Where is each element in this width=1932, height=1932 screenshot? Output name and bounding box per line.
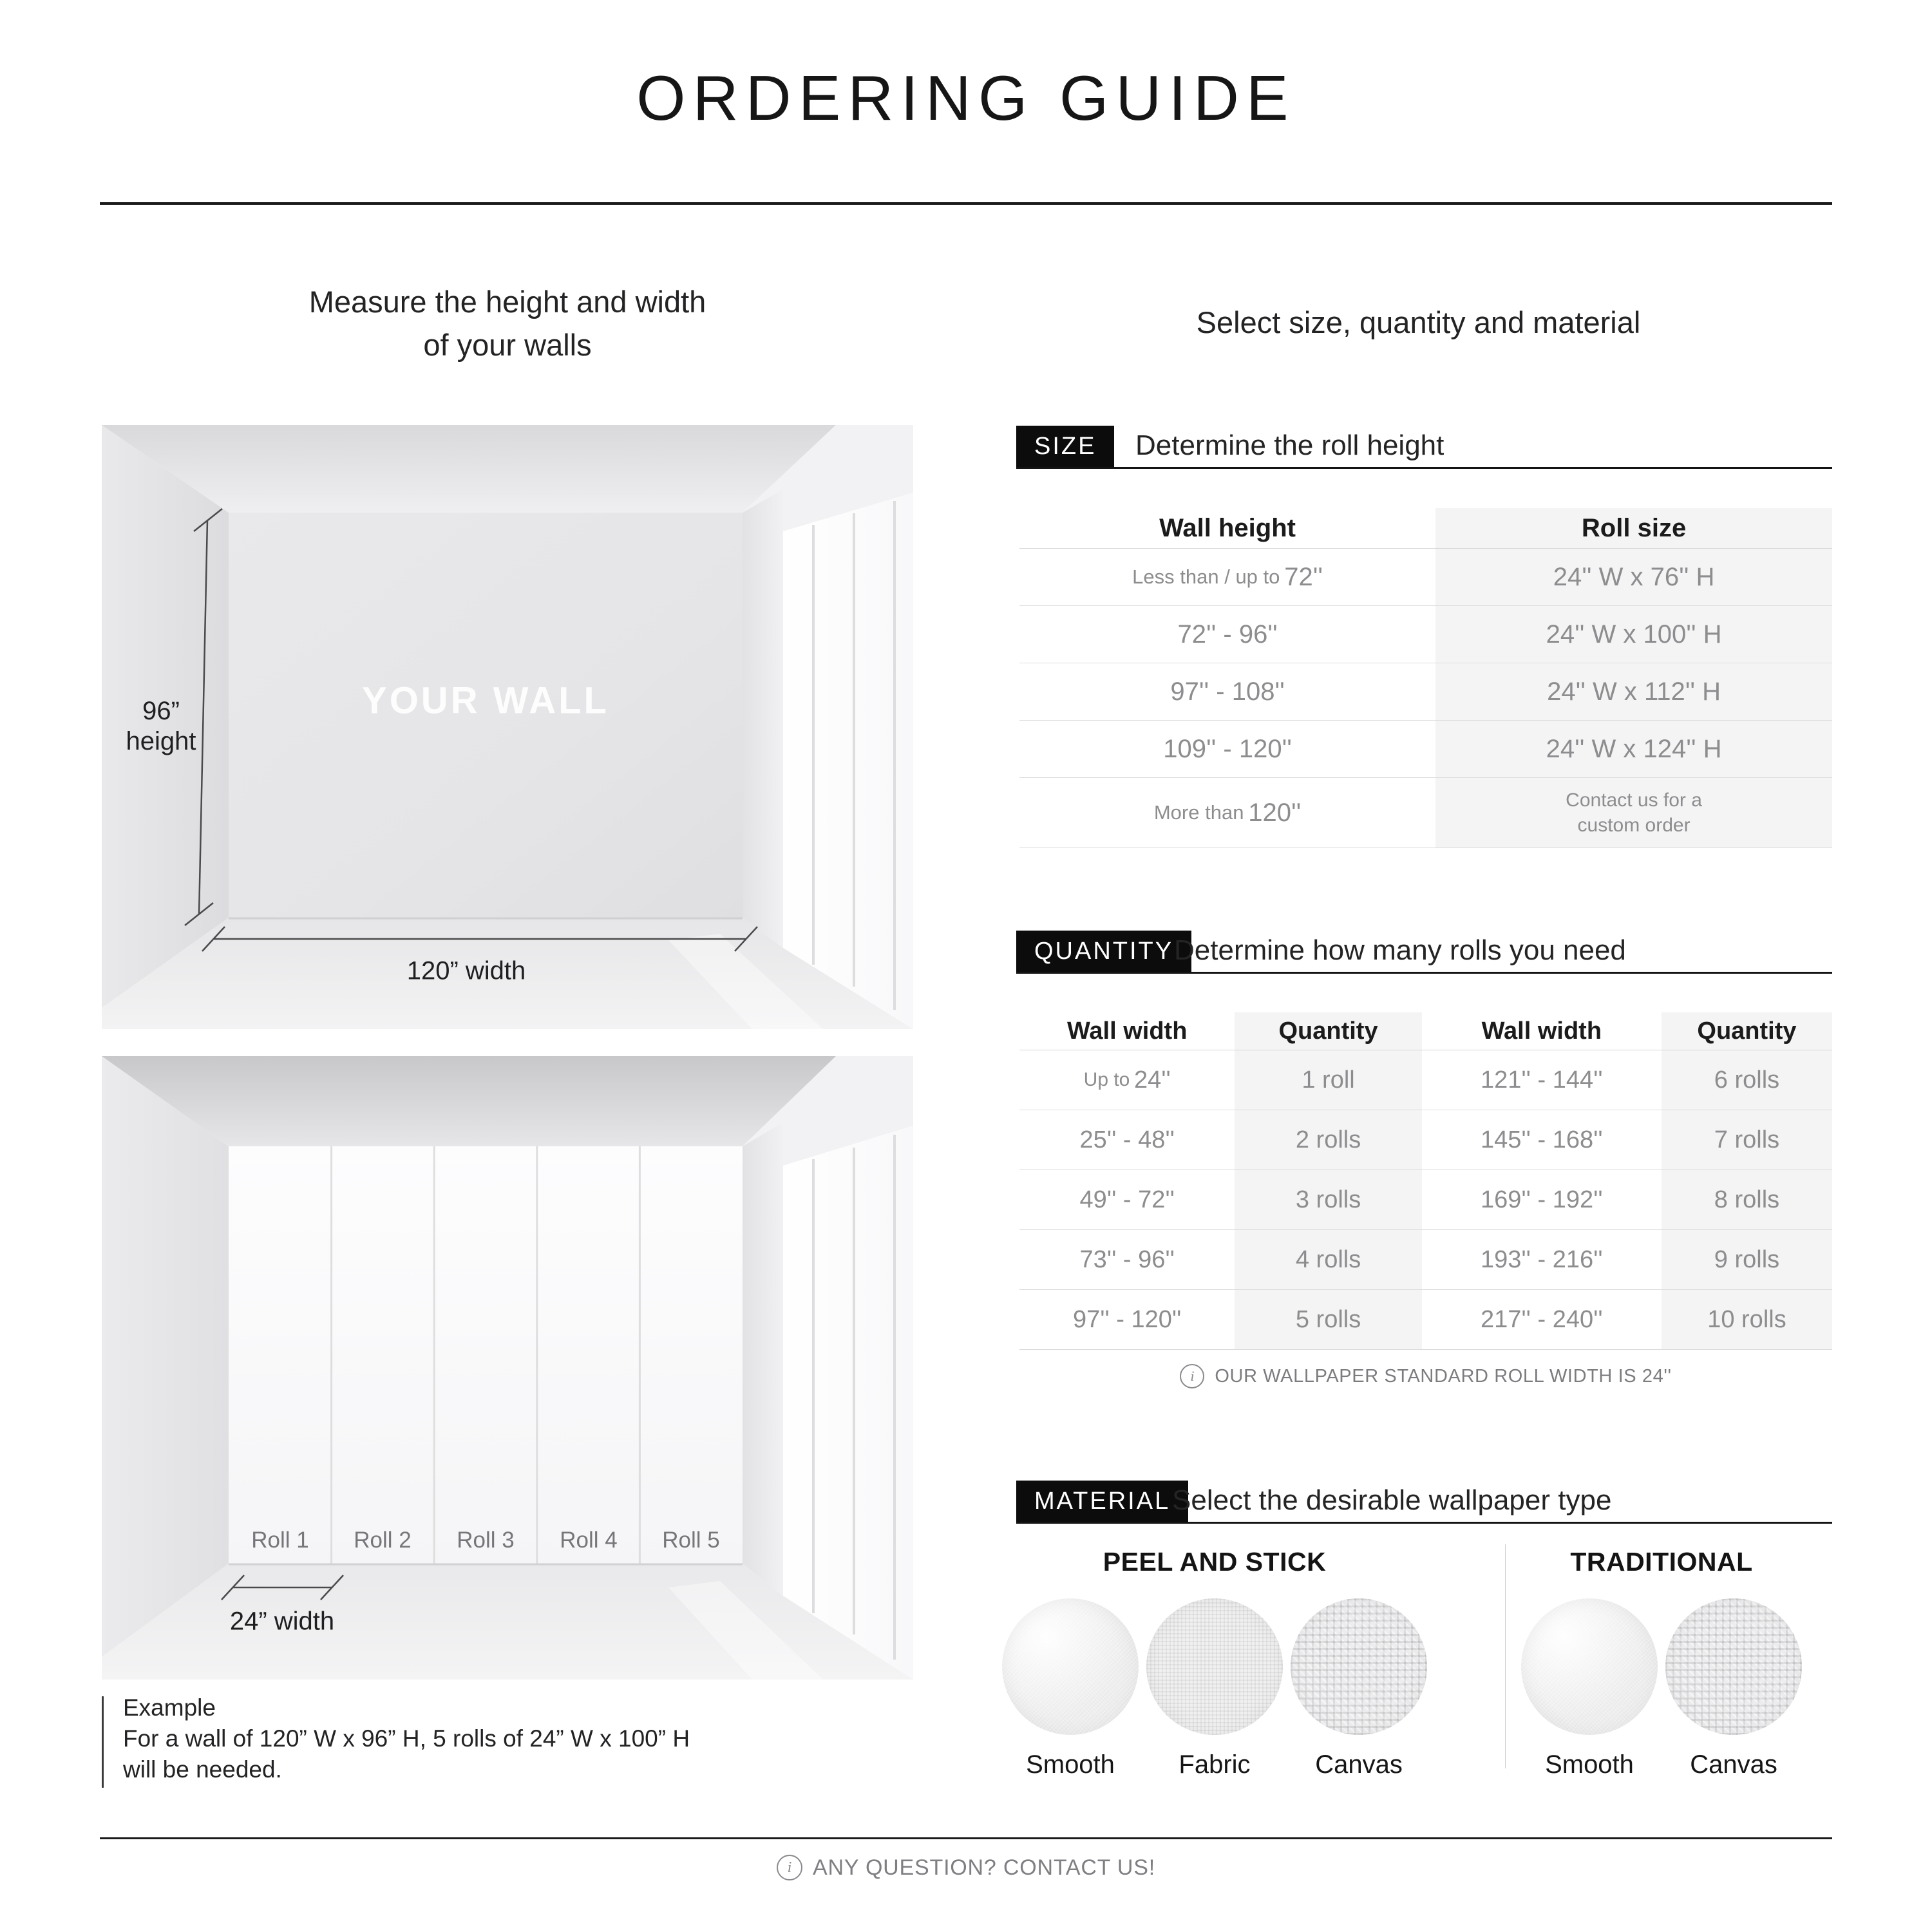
- material-section-header: [1016, 1479, 1832, 1524]
- room2-scene: [102, 1056, 913, 1680]
- roll-size-value: 24'' W x 124'' H: [1546, 734, 1722, 763]
- quantity-value: 1 roll: [1302, 1066, 1355, 1094]
- quantity-value: 5 rolls: [1295, 1305, 1361, 1333]
- size-table-row: [1019, 778, 1832, 848]
- quantity-value: 7 rolls: [1714, 1126, 1780, 1153]
- room-illustration-rolls: [102, 1056, 913, 1680]
- left-heading-line1: Measure the height and width: [308, 285, 706, 319]
- page-title: ORDERING GUIDE: [636, 62, 1296, 133]
- example-title: Example: [123, 1694, 216, 1721]
- wall-width-value: 193'' - 216'': [1481, 1245, 1603, 1273]
- quantity-table-row: [1019, 1290, 1832, 1350]
- wall-width-value: 97'' - 120'': [1072, 1305, 1182, 1333]
- wall-width-value: 169'' - 192'': [1481, 1186, 1603, 1213]
- right-column-heading: Select size, quantity and material: [1196, 305, 1641, 339]
- swatch-label: Smooth: [1545, 1750, 1634, 1779]
- wall-width-value: 217'' - 240'': [1481, 1305, 1603, 1333]
- roll-size-value: 24'' W x 76'' H: [1553, 562, 1715, 591]
- roll-width-note-text: OUR WALLPAPER STANDARD ROLL WIDTH IS 24'': [1215, 1365, 1672, 1387]
- quantity-value: 2 rolls: [1295, 1126, 1361, 1153]
- traditional-swatches: [1521, 1598, 1802, 1779]
- roll-size-value: 24'' W x 112'' H: [1547, 677, 1721, 706]
- smooth-texture-swatch: [1521, 1598, 1658, 1735]
- wall-height-prefix: Less than / up to: [1132, 565, 1280, 588]
- col-wall-width-1: Wall width: [1066, 1017, 1188, 1045]
- fabric-texture-swatch: [1146, 1598, 1283, 1735]
- left-heading-line2: of your walls: [423, 327, 592, 362]
- wall-width-prefix: Up to: [1083, 1069, 1130, 1090]
- quantity-table: [1019, 1012, 1832, 1350]
- traditional-title: TRADITIONAL: [1570, 1547, 1753, 1577]
- canvas-texture-swatch: [1291, 1598, 1427, 1735]
- roll-4-label: Roll 4: [560, 1528, 618, 1553]
- example-line2: will be needed.: [123, 1756, 282, 1783]
- roll-1-label: Roll 1: [251, 1528, 309, 1553]
- quantity-value: 8 rolls: [1714, 1186, 1780, 1213]
- quantity-subtitle: Determine how many rolls you need: [1174, 934, 1626, 966]
- roll-5-label: Roll 5: [662, 1528, 720, 1553]
- wallpaper-panels: [229, 1146, 743, 1564]
- size-subtitle: Determine the roll height: [1135, 430, 1444, 461]
- example-accent-bar: [102, 1696, 104, 1788]
- quantity-table-row: [1019, 1110, 1832, 1170]
- wall-width-value: 25'' - 48'': [1079, 1126, 1175, 1153]
- col-roll-size: Roll size: [1435, 508, 1832, 548]
- width-dimension-label: 120” width: [406, 956, 526, 985]
- swatch-label: Canvas: [1690, 1750, 1777, 1779]
- quantity-section-header: [1016, 929, 1832, 974]
- quantity-value: 3 rolls: [1295, 1186, 1361, 1213]
- roll-size-value: Contact us for a custom order: [1566, 790, 1702, 836]
- col-wall-height: Wall height: [1159, 513, 1296, 542]
- ceiling: [102, 1056, 836, 1146]
- swatch-smooth: [1521, 1598, 1658, 1779]
- wall-width-value: 145'' - 168'': [1481, 1126, 1603, 1153]
- left-wall: [102, 1056, 229, 1657]
- room1-scene: [102, 425, 913, 1029]
- material-divider: [1505, 1544, 1506, 1768]
- size-badge: SIZE: [1016, 426, 1114, 467]
- quantity-badge: QUANTITY: [1016, 931, 1191, 972]
- info-icon: [1180, 1364, 1204, 1388]
- swatch-label: Smooth: [1026, 1750, 1115, 1779]
- swatch-label: Canvas: [1315, 1750, 1403, 1779]
- swatch-fabric: [1146, 1598, 1283, 1779]
- footer-contact-text: ANY QUESTION? CONTACT US!: [813, 1855, 1155, 1880]
- quantity-value: 10 rolls: [1707, 1305, 1786, 1333]
- quantity-value: 9 rolls: [1714, 1245, 1780, 1273]
- swatch-canvas: [1291, 1598, 1427, 1779]
- roll-width-note: [1019, 1364, 1832, 1388]
- roll-width-dimension-label: 24” width: [229, 1607, 335, 1636]
- wall-height-value: 120'': [1248, 798, 1302, 827]
- height-word: height: [126, 727, 196, 755]
- quantity-table-row: [1019, 1230, 1832, 1290]
- title-divider: [100, 202, 1832, 205]
- wall-height-prefix: More than: [1153, 801, 1244, 824]
- right-wall: [743, 1122, 783, 1596]
- wall-width-value: 24'': [1133, 1066, 1171, 1094]
- info-icon: [777, 1855, 802, 1880]
- material-subtitle: Select the desirable wallpaper type: [1172, 1484, 1612, 1516]
- footer-divider: [100, 1837, 1832, 1839]
- size-table: [1019, 508, 1832, 848]
- quantity-table-row: [1019, 1050, 1832, 1110]
- wall-width-value: 49'' - 72'': [1079, 1186, 1175, 1213]
- footer: [0, 1855, 1932, 1880]
- wall-height-value: 72'': [1284, 562, 1323, 591]
- peel-and-stick-title: PEEL AND STICK: [1103, 1547, 1327, 1577]
- size-table-header: [1019, 508, 1832, 549]
- smooth-texture-swatch: [1002, 1598, 1139, 1735]
- height-dimension-label: [126, 696, 196, 757]
- wall-height-value: 97'' - 108'': [1170, 677, 1285, 706]
- example-block: [102, 1692, 914, 1788]
- material-badge: MATERIAL: [1016, 1481, 1188, 1522]
- canvas-texture-swatch: [1665, 1598, 1802, 1735]
- col-quantity-2: Quantity: [1662, 1012, 1832, 1050]
- wall-height-value: 109'' - 120'': [1163, 734, 1292, 763]
- quantity-table-row: [1019, 1170, 1832, 1230]
- right-wall: [743, 489, 783, 948]
- quantity-table-header: [1019, 1012, 1832, 1050]
- quantity-value: 6 rolls: [1714, 1066, 1780, 1094]
- your-wall-label: YOUR WALL: [362, 679, 609, 722]
- roll-size-value: 24'' W x 100'' H: [1546, 620, 1722, 649]
- swatch-label: Fabric: [1179, 1750, 1251, 1779]
- peel-and-stick-swatches: [1002, 1598, 1427, 1779]
- size-table-row: [1019, 549, 1832, 606]
- swatch-smooth: [1002, 1598, 1139, 1779]
- roll-2-label: Roll 2: [354, 1528, 412, 1553]
- size-table-row: [1019, 606, 1832, 663]
- size-table-row: [1019, 663, 1832, 721]
- col-wall-width-2: Wall width: [1481, 1017, 1602, 1045]
- wall-width-value: 121'' - 144'': [1481, 1066, 1603, 1094]
- quantity-value: 4 rolls: [1295, 1245, 1361, 1273]
- height-value: 96”: [142, 696, 180, 725]
- room-illustration-your-wall: [102, 425, 913, 1029]
- left-column-heading: [102, 281, 913, 366]
- example-line1: For a wall of 120” W x 96” H, 5 rolls of 24” W x 100” H: [123, 1725, 690, 1752]
- size-table-row: [1019, 721, 1832, 778]
- size-section-header: [1016, 424, 1832, 469]
- wall-height-value: 72'' - 96'': [1177, 620, 1278, 649]
- swatch-canvas: [1665, 1598, 1802, 1779]
- ceiling: [102, 425, 836, 513]
- col-quantity-1: Quantity: [1235, 1012, 1421, 1050]
- roll-3-label: Roll 3: [457, 1528, 515, 1553]
- wall-width-value: 73'' - 96'': [1079, 1245, 1175, 1273]
